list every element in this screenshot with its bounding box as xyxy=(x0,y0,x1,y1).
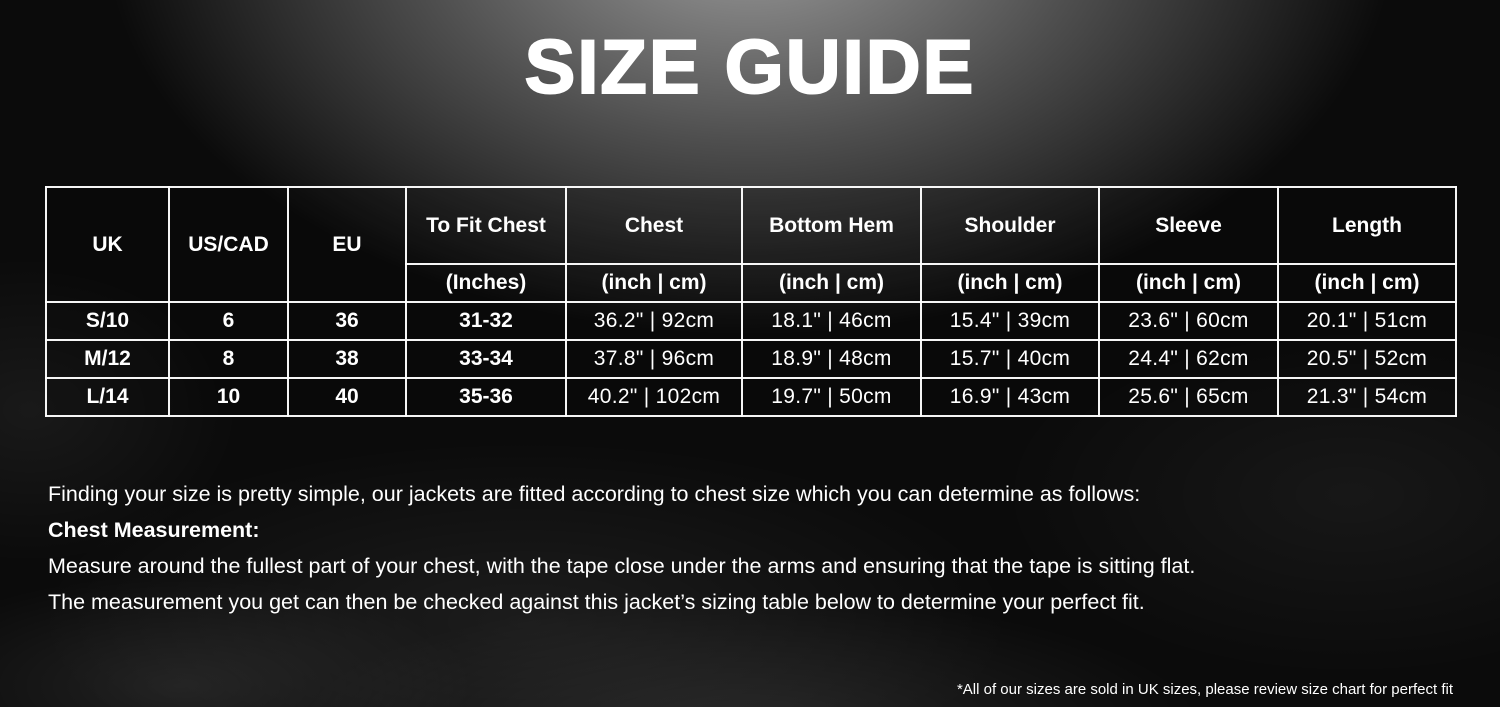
cell-sleeve: 23.6" | 60cm xyxy=(1099,302,1278,340)
notes-intro: Finding your size is pretty simple, our jackets are fitted according to chest size which you can determine as follows: xyxy=(48,482,1141,506)
cell-uk: L/14 xyxy=(46,378,169,416)
col-header-us-cad: US/CAD xyxy=(169,187,288,302)
cell-length: 20.1" | 51cm xyxy=(1278,302,1456,340)
cell-us-cad: 10 xyxy=(169,378,288,416)
page-title: SIZE GUIDE xyxy=(524,25,976,110)
col-header-sleeve: Sleeve xyxy=(1099,187,1278,264)
cell-length: 20.5" | 52cm xyxy=(1278,340,1456,378)
cell-sleeve: 24.4" | 62cm xyxy=(1099,340,1278,378)
cell-to-fit-chest: 33-34 xyxy=(406,340,566,378)
cell-shoulder: 15.7" | 40cm xyxy=(921,340,1099,378)
col-header-to-fit-chest: To Fit Chest xyxy=(406,187,566,264)
size-guide-table xyxy=(45,186,1457,417)
unit-to-fit-chest: (Inches) xyxy=(406,264,566,302)
unit-bottom-hem: (inch | cm) xyxy=(742,264,921,302)
cell-to-fit-chest: 35-36 xyxy=(406,378,566,416)
notes-heading: Chest Measurement: xyxy=(48,518,260,542)
col-header-shoulder: Shoulder xyxy=(921,187,1099,264)
col-header-length: Length xyxy=(1278,187,1456,264)
unit-length: (inch | cm) xyxy=(1278,264,1456,302)
notes-step1: Measure around the fullest part of your chest, with the tape close under the arms and ensuring that the tape is sitting flat. xyxy=(48,554,1196,578)
unit-chest: (inch | cm) xyxy=(566,264,742,302)
col-header-chest: Chest xyxy=(566,187,742,264)
cell-bottom-hem: 19.7" | 50cm xyxy=(742,378,921,416)
unit-shoulder: (inch | cm) xyxy=(921,264,1099,302)
unit-sleeve: (inch | cm) xyxy=(1099,264,1278,302)
cell-length: 21.3" | 54cm xyxy=(1278,378,1456,416)
cell-chest: 36.2" | 92cm xyxy=(566,302,742,340)
sizing-notes xyxy=(48,476,1348,620)
col-header-bottom-hem: Bottom Hem xyxy=(742,187,921,264)
notes-step2: The measurement you get can then be checked against this jacket’s sizing table below to determine your perfect fit. xyxy=(48,590,1145,614)
table-row-m12 xyxy=(46,340,1456,378)
cell-uk: M/12 xyxy=(46,340,169,378)
cell-eu: 40 xyxy=(288,378,406,416)
cell-shoulder: 15.4" | 39cm xyxy=(921,302,1099,340)
cell-sleeve: 25.6" | 65cm xyxy=(1099,378,1278,416)
cell-us-cad: 6 xyxy=(169,302,288,340)
cell-us-cad: 8 xyxy=(169,340,288,378)
uk-sizes-footnote: *All of our sizes are sold in UK sizes, please review size chart for perfect fit xyxy=(956,681,1453,698)
cell-to-fit-chest: 31-32 xyxy=(406,302,566,340)
cell-chest: 40.2" | 102cm xyxy=(566,378,742,416)
col-header-uk: UK xyxy=(46,187,169,302)
cell-shoulder: 16.9" | 43cm xyxy=(921,378,1099,416)
col-header-eu: EU xyxy=(288,187,406,302)
cell-bottom-hem: 18.1" | 46cm xyxy=(742,302,921,340)
cell-bottom-hem: 18.9" | 48cm xyxy=(742,340,921,378)
table-row-l14 xyxy=(46,378,1456,416)
cell-eu: 38 xyxy=(288,340,406,378)
cell-uk: S/10 xyxy=(46,302,169,340)
table-header-row xyxy=(46,187,1456,264)
cell-chest: 37.8" | 96cm xyxy=(566,340,742,378)
table-row-s10 xyxy=(46,302,1456,340)
cell-eu: 36 xyxy=(288,302,406,340)
